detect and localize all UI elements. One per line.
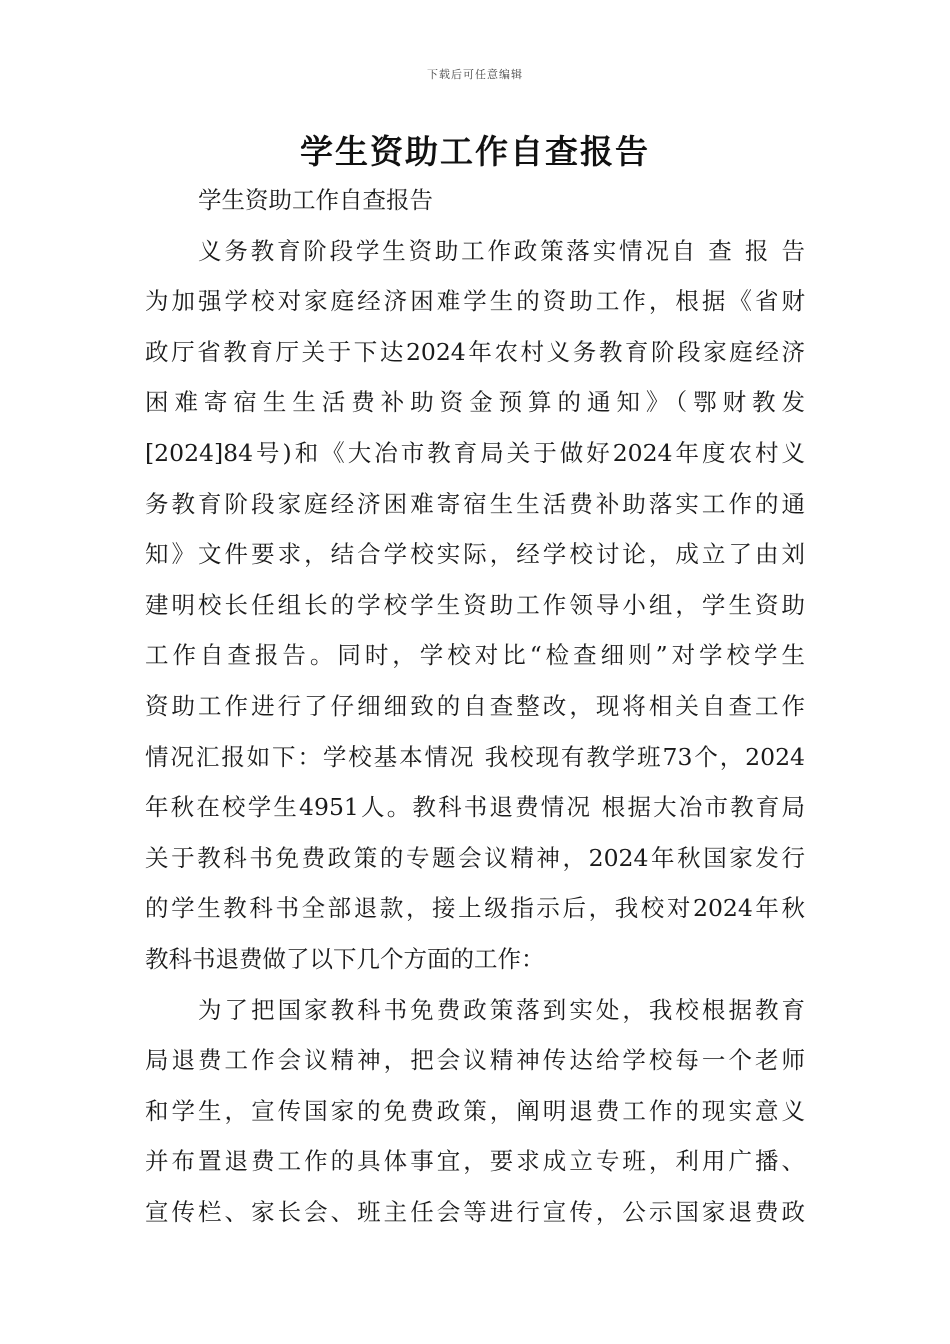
body-line: 工作自查报告。同时，学校对比“检查细则”对学校学生 bbox=[145, 641, 805, 670]
body-line: 义务教育阶段学生资助工作政策落实情况自 查 报 告 bbox=[198, 236, 805, 265]
body-line: 资助工作进行了仔细细致的自查整改，现将相关自查工作 bbox=[145, 691, 805, 720]
body-line: 教科书退费做了以下几个方面的工作： bbox=[145, 944, 545, 973]
body-line: 务教育阶段家庭经济困难寄宿生生活费补助落实工作的通 bbox=[145, 489, 805, 518]
body-line: 年秋在校学生4951人。教科书退费情况 根据大冶市教育局 bbox=[145, 793, 805, 822]
body-line: 困难寄宿生生活费补助资金预算的通知》（鄂财教发 bbox=[145, 388, 805, 417]
body-line: 学生资助工作自查报告 bbox=[198, 186, 433, 214]
body-line: 政厅省教育厅关于下达2024年农村义务教育阶段家庭经济 bbox=[145, 337, 805, 366]
body-line: 情况汇报如下：学校基本情况 我校现有教学班73个，2024 bbox=[145, 742, 805, 771]
header-note: 下载后可任意编辑 bbox=[427, 68, 523, 81]
body-line: 和学生，宣传国家的免费政策，阐明退费工作的现实意义 bbox=[145, 1096, 805, 1125]
document-title: 学生资助工作自查报告 bbox=[300, 132, 650, 171]
body-line: 的学生教科书全部退款，接上级指示后，我校对2024年秋 bbox=[145, 894, 805, 923]
body-line: [2024]84号)和《大冶市教育局关于做好2024年度农村义 bbox=[145, 438, 805, 467]
body-line: 关于教科书免费政策的专题会议精神，2024年秋国家发行 bbox=[145, 843, 805, 872]
body-line: 为了把国家教科书免费政策落到实处，我校根据教育 bbox=[198, 995, 805, 1024]
body-line: 建明校长任组长的学校学生资助工作领导小组，学生资助 bbox=[145, 590, 805, 619]
body-line: 为加强学校对家庭经济困难学生的资助工作，根据《省财 bbox=[145, 287, 805, 316]
body-line: 知》文件要求，结合学校实际，经学校讨论，成立了由刘 bbox=[145, 540, 805, 569]
body-line: 并布置退费工作的具体事宜，要求成立专班，利用广播、 bbox=[145, 1147, 805, 1176]
document-body bbox=[145, 175, 805, 1237]
body-line: 局退费工作会议精神，把会议精神传达给学校每一个老师 bbox=[145, 1046, 805, 1075]
body-line: 宣传栏、家长会、班主任会等进行宣传，公示国家退费政 bbox=[145, 1197, 805, 1226]
